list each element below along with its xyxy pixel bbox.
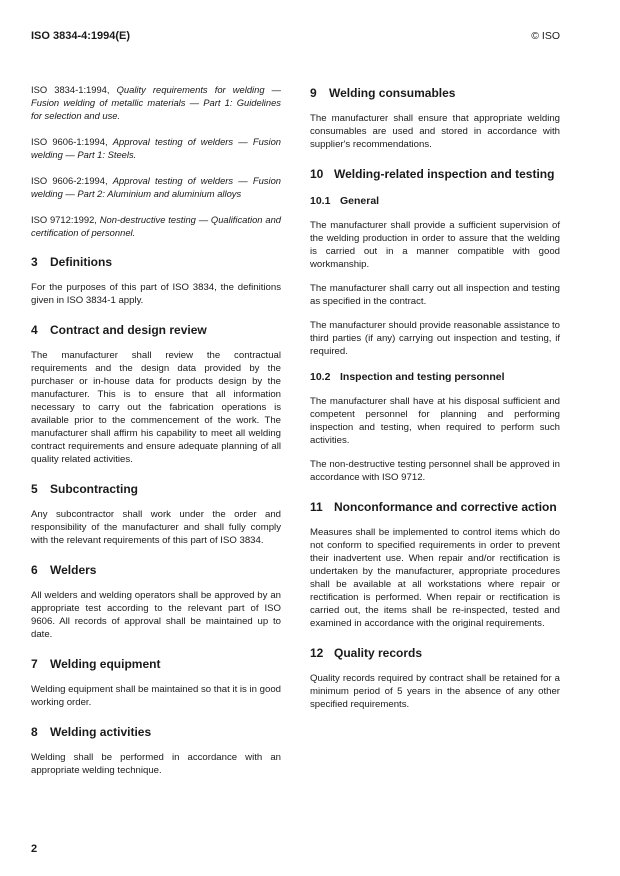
section-3-heading: 3 Definitions: [31, 255, 112, 269]
section-10-1-para-3: The manufacturer should provide reasonable assistance to third parties (if any) carrying out inspection and testing, if required.: [310, 320, 560, 357]
section-4-heading: 4 Contract and design review: [31, 323, 207, 337]
section-6-text: All welders and welding operators shall be approved by an appropriate test according to the relevant part of ISO 9606. All records of approval shall be maintained up to date.: [31, 590, 281, 640]
section-11-heading: 11 Nonconformance and corrective action: [310, 500, 557, 514]
section-3-text: For the purposes of this part of ISO 3834, the definitions given in ISO 3834-1 apply.: [31, 282, 281, 306]
section-10-1-heading: 10.1 General: [310, 195, 380, 207]
section-12-text: Quality records required by contract shall be retained for a minimum period of 5 years in the absence of any other specified requirements.: [310, 673, 560, 710]
section-5-text: Any subcontractor shall work under the order and responsibility of the manufacturer and shall fully comply with the relevant requirements of this part of ISO 3834.: [31, 509, 281, 546]
section-9-text: The manufacturer shall ensure that appropriate welding consumables are used and stored in accordance with supplier's recommendations.: [310, 113, 560, 150]
section-7-text: Welding equipment shall be maintained so that it is in good working order.: [31, 684, 281, 708]
section-10-heading: 10 Welding-related inspection and testing: [310, 167, 555, 181]
left-column: [31, 83, 281, 788]
section-10-1-para-1: The manufacturer shall provide a sufficient supervision of the welding production in order to assure that the welding is carried out in a manner compatible with good workmanship.: [310, 220, 560, 270]
section-12-heading: 12 Quality records: [310, 646, 423, 660]
reference-iso-9606-2: ISO 9606-2:1994, Approval testing of welders — Fusion welding — Part 2: Aluminium and aluminium alloys: [31, 175, 281, 199]
section-7-heading: 7 Welding equipment: [31, 657, 161, 671]
section-4-text: The manufacturer shall review the contractual requirements and the design data provided by the purchaser or in-house data for products design by the manufacturer. This is to ensure that all information necessary to carry out the fabrication operations is available prior to the commencement of the work. The manufacturer shall affirm his capability to meet all welding contract requirements and ensure adequate planning of all quality related activities.: [31, 350, 281, 465]
right-column: [310, 86, 560, 722]
section-10-1-para-2: The manufacturer shall carry out all inspection and testing as specified in the contract.: [310, 283, 560, 307]
copyright-notice: © ISO: [531, 30, 560, 42]
section-11-text: Measures shall be implemented to control items which do not conform to specified requirements in order to prevent their inadvertent use. When repair and/or rectification is undertaken by the manufacturer, appropriate procedures shall be available at all workstations where repair or rectification is performed. When repair or rectification is carried out, the items shall be re-inspected, tested and examined in accordance with the original requirements.: [310, 527, 560, 629]
section-6-heading: 6 Welders: [31, 563, 97, 577]
section-10-2-heading: 10.2 Inspection and testing personnel: [310, 371, 505, 383]
reference-iso-9712: ISO 9712:1992, Non-destructive testing — Qualification and certification of personnel.: [31, 214, 281, 238]
section-8-text: Welding shall be performed in accordance with an appropriate welding technique.: [31, 752, 281, 776]
section-10-2-para-1: The manufacturer shall have at his disposal sufficient and competent personnel for planning and performing inspection and testing, when required to perform such activities.: [310, 396, 560, 446]
section-9-heading: 9 Welding consumables: [310, 86, 456, 100]
document-id: ISO 3834-4:1994(E): [31, 30, 131, 42]
page-number: 2: [31, 843, 38, 855]
reference-iso-3834-1: ISO 3834-1:1994, Quality requirements for welding — Fusion welding of metallic materials — Part 1: Guidelines for selection and use.: [31, 84, 282, 121]
section-5-heading: 5 Subcontracting: [31, 482, 139, 496]
section-10-2-para-2: The non-destructive testing personnel shall be approved in accordance with ISO 9712.: [310, 459, 560, 483]
reference-iso-9606-1: ISO 9606-1:1994, Approval testing of welders — Fusion welding — Part 1: Steels.: [31, 136, 281, 160]
section-8-heading: 8 Welding activities: [31, 725, 152, 739]
